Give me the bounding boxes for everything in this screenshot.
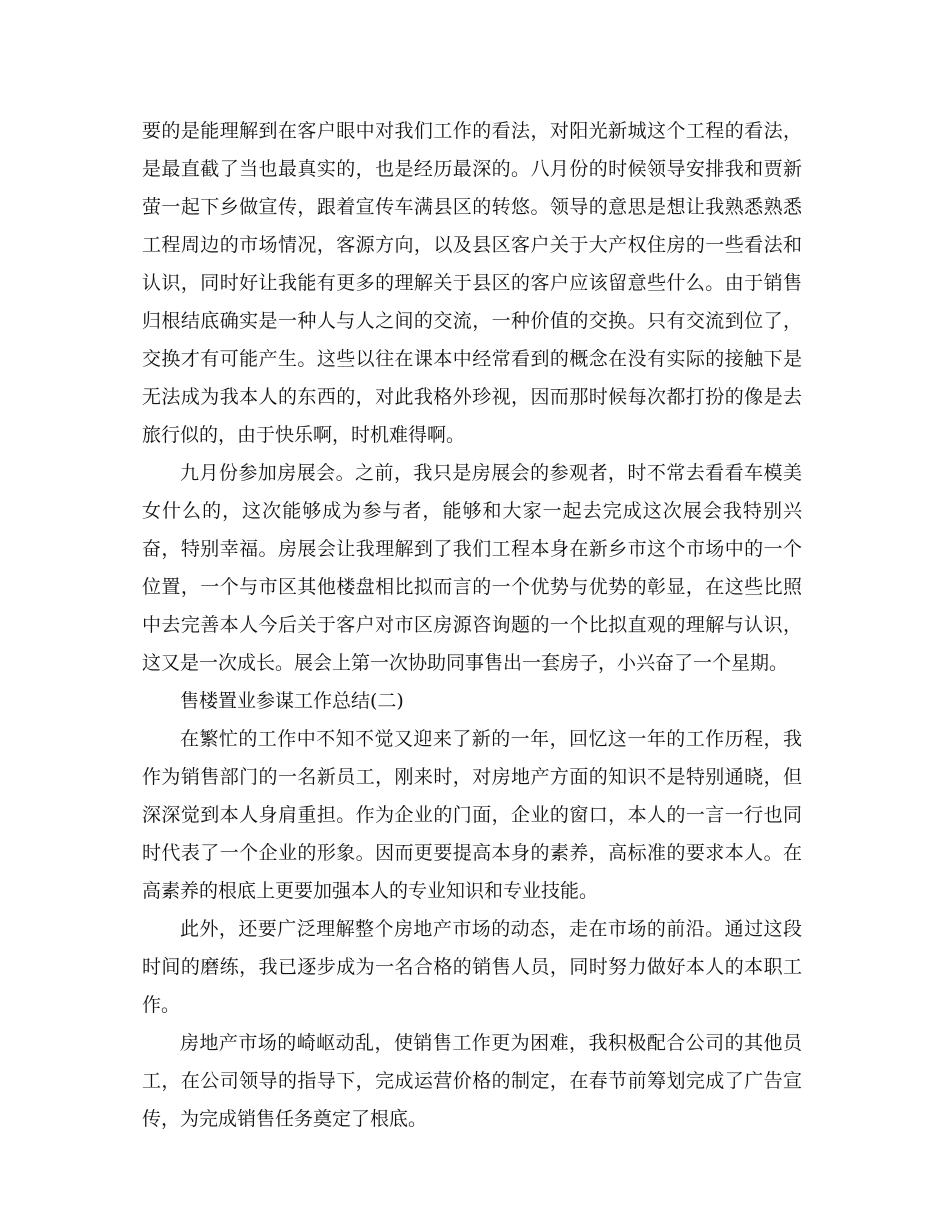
document-body bbox=[142, 112, 802, 1138]
section-heading: 售楼置业参谋工作总结(二) bbox=[180, 690, 404, 712]
paragraph-house-exhibition: 九月份参加房展会。之前，我只是房展会的参观者，时不常去看看车模美女什么的，这次能够成为参与者，能够和大家一起去完成这次展会我特别兴奋，特别幸福。房展会让我理解到了我们工程本身在新乡市这个市场中的一个位置，一个与市区其他楼盘相比拟而言的一个优势与优势的彰显，在这些比照中去完善本人今后关于客户对市区房源咨询题的一个比拟直观的理解与认识，这又是一次成长。展会上第一次协助同事售出一套房子，小兴奋了一个星期。 bbox=[142, 462, 802, 674]
paragraph-sales-support: 房地产市场的崎岖动乱，使销售工作更为困难，我积极配合公司的其他员工，在公司领导的指导下，完成运营价格的制定，在春节前筹划完成了广告宣传，为完成销售任务奠定了根底。 bbox=[142, 1032, 802, 1130]
paragraph-market-awareness: 此外，还要广泛理解整个房地产市场的动态，走在市场的前沿。通过这段时间的磨练，我已逐步成为一名合格的销售人员，同时努力做好本人的本职工作。 bbox=[142, 918, 802, 1016]
paragraph-continuation: 要的是能理解到在客户眼中对我们工作的看法，对阳光新城这个工程的看法，是最直截了当也最真实的，也是经历最深的。八月份的时候领导安排我和贾新萤一起下乡做宣传，跟着宣传车满县区的转悠。领导的意思是想让我熟悉熟悉工程周边的市场情况，客源方向，以及县区客户关于大产权住房的一些看法和认识，同时好让我能有更多的理解关于县区的客户应该留意些什么。由于销售归根结底确实是一种人与人之间的交流，一种价值的交换。只有交流到位了，交换才有可能产生。这些以往在课本中经常看到的概念在没有实际的接触下是无法成为我本人的东西的，对此我格外珍视，因而那时候每次都打扮的像是去旅行似的，由于快乐啊，时机难得啊。 bbox=[142, 120, 802, 446]
paragraph-new-year-review: 在繁忙的工作中不知不觉又迎来了新的一年，回忆这一年的工作历程，我作为销售部门的一名新员工，刚来时，对房地产方面的知识不是特别通晓，但深深觉到本人身肩重担。作为企业的门面，企业的窗口，本人的一言一行也同时代表了一个企业的形象。因而更要提高本身的素养，高标准的要求本人。在高素养的根底上更要加强本人的专业知识和专业技能。 bbox=[142, 728, 802, 902]
